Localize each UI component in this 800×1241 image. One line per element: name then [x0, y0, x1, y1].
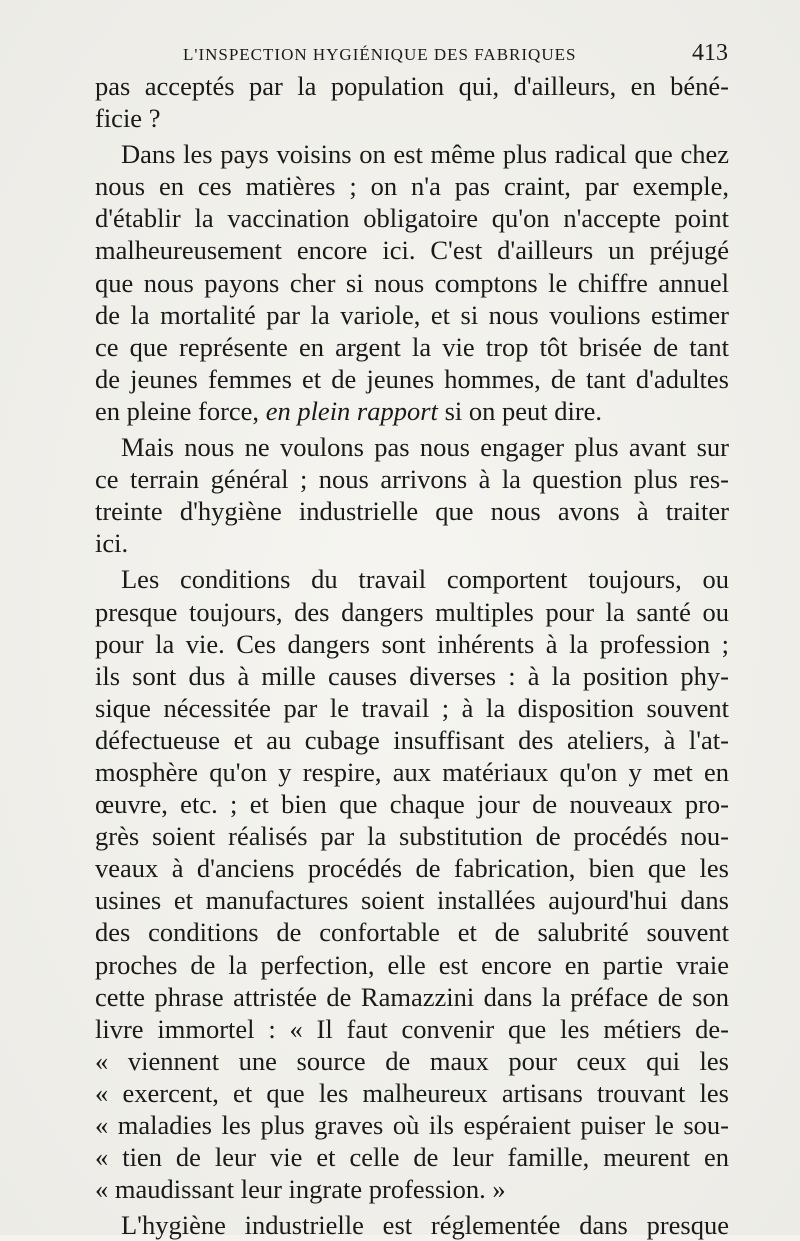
text-line: « maudissant leur ingrate profession. »	[95, 1174, 506, 1205]
text-line: « viennent une source de maux pour ceux qui les	[95, 1045, 729, 1076]
text-line: d'établir la vaccination obligatoire qu'on n'accepte point	[95, 203, 729, 234]
text-line: « tien de leur vie et celle de leur famille, meurent en	[95, 1142, 729, 1173]
text-line: « maladies les plus graves où ils espéraient puiser le sou-	[95, 1110, 729, 1140]
page-header	[95, 40, 728, 67]
text-line: Mais nous ne voulons pas nous engager plus avant sur	[121, 432, 729, 463]
text-line: Dans les pays voisins on est même plus radical que chez	[121, 139, 729, 170]
text-line: nous en ces matières ; on n'a pas craint, par exemple,	[95, 171, 729, 202]
text-line: œuvre, etc. ; et bien que chaque jour de nouveaux pro-	[95, 789, 729, 820]
paragraph	[95, 70, 729, 134]
page-number: 413	[692, 40, 728, 66]
paragraph	[95, 1209, 729, 1241]
text-line: usines et manufactures soient installées aujourd'hui dans	[95, 885, 729, 916]
text-line: ce terrain général ; nous arrivons à la question plus res-	[95, 464, 729, 495]
text-line: presque toujours, des dangers multiples pour la santé ou	[95, 596, 729, 627]
text-run: en pleine force,	[95, 395, 266, 426]
text-line: grès soient réalisés par la substitution de procédés nou-	[95, 821, 729, 852]
text-line: L'hygiène industrielle est réglementée dans presque	[121, 1210, 729, 1241]
text-line: veaux à d'anciens procédés de fabrication, bien que les	[95, 853, 729, 884]
body-text	[95, 70, 729, 1241]
text-run: si on peut dire.	[437, 395, 603, 426]
text-line: livre immortel : « Il faut convenir que les métiers de-	[95, 1013, 729, 1044]
text-line: cette phrase attristée de Ramazzini dans la préface de son	[95, 981, 729, 1012]
italic-phrase: en plein rapport	[265, 395, 438, 426]
text-line: de jeunes femmes et de jeunes hommes, de tant d'adultes	[95, 363, 729, 394]
text-line: de la mortalité par la variole, et si nous voulions estimer	[95, 299, 729, 330]
paragraph	[95, 431, 729, 559]
paragraph	[95, 138, 729, 427]
text-line: ce que représente en argent la vie trop tôt brisée de tant	[95, 331, 729, 362]
text-line: des conditions de confortable et de salubrité souvent	[95, 917, 729, 948]
paragraph	[95, 563, 729, 1205]
text-line: treinte d'hygiène industrielle que nous avons à traiter	[95, 496, 729, 527]
text-line: Les conditions du travail comportent toujours, ou	[121, 564, 729, 595]
text-line: mosphère qu'on y respire, aux matériaux qu'on y met en	[95, 756, 729, 787]
text-line: « exercent, et que les malheureux artisans trouvant les	[95, 1077, 729, 1108]
text-line: proches de la perfection, elle est encore en partie vraie	[95, 949, 729, 980]
text-line: ici.	[95, 528, 129, 559]
text-line: ficie ?	[95, 103, 161, 134]
text-line: défectueuse et au cubage insuffisant des ateliers, à l'at-	[95, 724, 729, 755]
text-line: pas acceptés par la population qui, d'ailleurs, en béné-	[95, 71, 729, 101]
text-line: pour la vie. Ces dangers sont inhérents à la profession ;	[95, 628, 729, 659]
text-line: malheureusement encore ici. C'est d'ailleurs un préjugé	[95, 235, 729, 266]
text-line: ils sont dus à mille causes diverses : à la position phy-	[95, 660, 729, 691]
text-line: que nous payons cher si nous comptons le chiffre annuel	[95, 267, 729, 298]
text-line: sique nécessitée par le travail ; à la disposition souvent	[95, 692, 729, 723]
text-line	[95, 395, 729, 427]
running-title: L'INSPECTION HYGIÉNIQUE DES FABRIQUES	[183, 45, 577, 64]
